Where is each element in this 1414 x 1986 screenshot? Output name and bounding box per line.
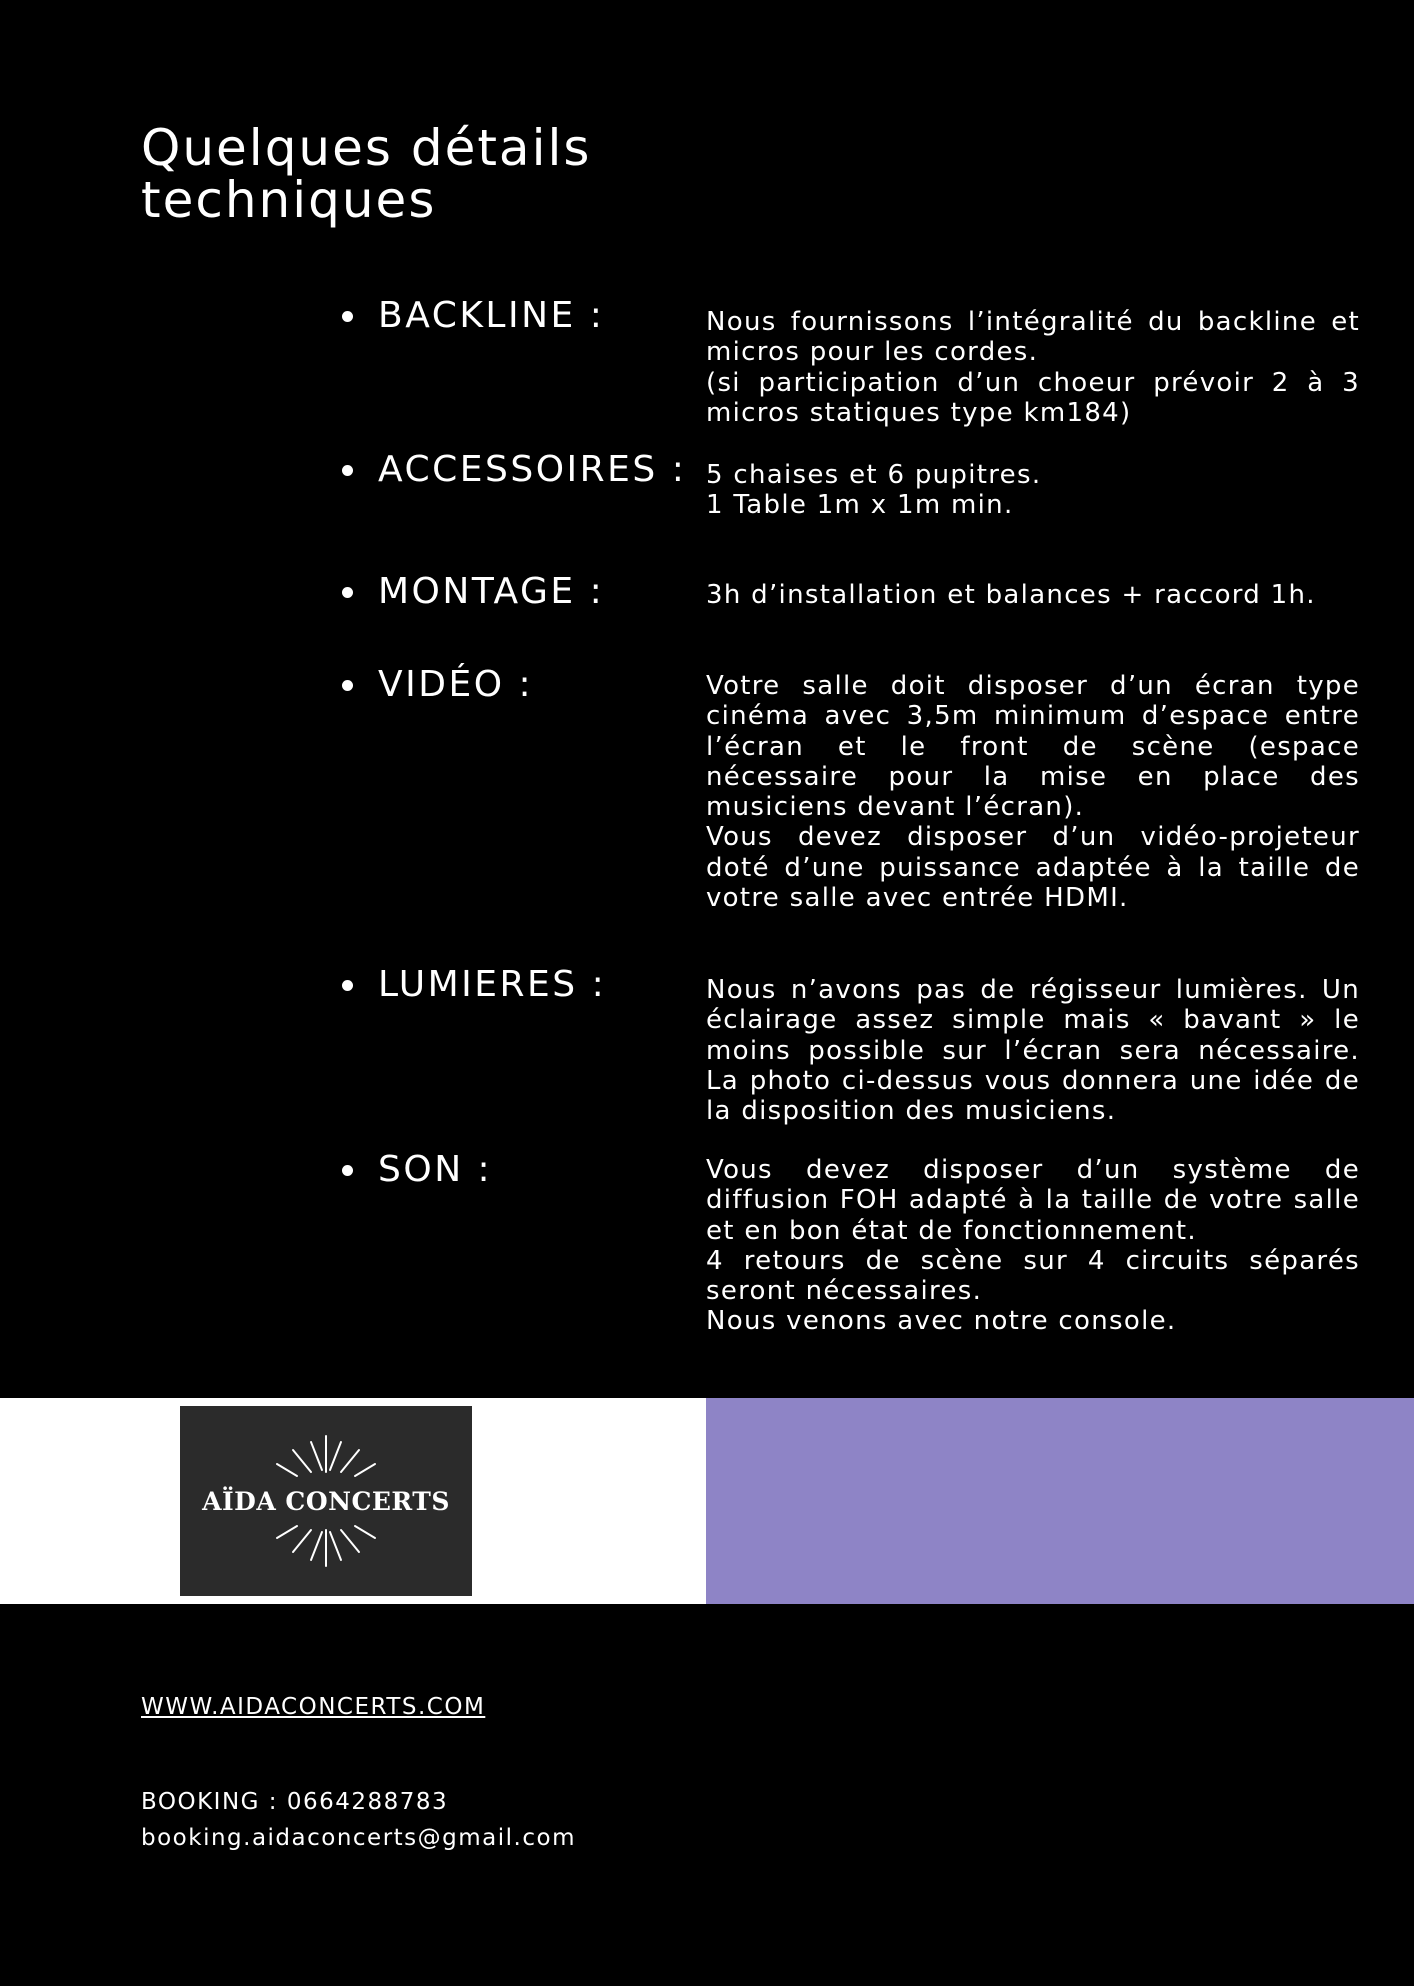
item-label: MONTAGE : bbox=[378, 571, 605, 612]
item-description bbox=[706, 975, 1360, 1126]
bullet-icon bbox=[342, 1165, 353, 1176]
description-paragraph: (si participation d’un choeur prévoir 2 à 3 micros statiques type km184) bbox=[706, 367, 1360, 428]
bullet-icon bbox=[342, 587, 353, 598]
description-paragraph: 4 retours de scène sur 4 circuits séparés seront nécessaires. bbox=[706, 1245, 1360, 1307]
item-label: VIDÉO : bbox=[378, 664, 534, 705]
description-paragraph: Nous venons avec notre console. bbox=[706, 1306, 1177, 1337]
item-description bbox=[706, 580, 1360, 610]
description-paragraph: Vous devez disposer d’un vidéo-projeteur doté d’une puissance adaptée à la taille de votre salle avec entrée HDMI. bbox=[706, 822, 1360, 914]
description-paragraph: 5 chaises et 6 pupitres. bbox=[706, 460, 1042, 490]
booking-phone: BOOKING : 0664288783 bbox=[141, 1789, 449, 1815]
bullet-icon bbox=[342, 311, 353, 322]
bullet-icon bbox=[342, 980, 353, 991]
item-label: SON : bbox=[378, 1149, 493, 1190]
page-title-line-1: Quelques détails bbox=[141, 119, 592, 177]
item-description bbox=[706, 307, 1360, 428]
website-link[interactable]: WWW.AIDACONCERTS.COM bbox=[141, 1694, 486, 1720]
item-label: LUMIERES : bbox=[378, 964, 607, 1005]
description-paragraph: Vous devez disposer d’un système de diffusion FOH adapté à la taille de votre salle et en bon état de fonctionnement. bbox=[706, 1155, 1360, 1246]
aida-concerts-logo bbox=[180, 1406, 472, 1596]
item-description bbox=[706, 460, 1360, 521]
description-paragraph: Nous n’avons pas de régisseur lumières. Un éclairage assez simple mais « bavant » le moins possible sur l’écran sera nécessaire. La photo ci-dessus vous donnera une idée de la disposition des musiciens. bbox=[706, 975, 1360, 1127]
bullet-icon bbox=[342, 465, 353, 476]
item-label: ACCESSOIRES : bbox=[378, 449, 687, 490]
page-title-line-2: techniques bbox=[141, 171, 437, 229]
item-label: BACKLINE : bbox=[378, 295, 605, 336]
item-description bbox=[706, 1155, 1360, 1337]
page-title bbox=[141, 119, 592, 229]
description-paragraph: 1 Table 1m x 1m min. bbox=[706, 490, 1014, 521]
bullet-icon bbox=[342, 680, 353, 691]
booking-email[interactable]: booking.aidaconcerts@gmail.com bbox=[141, 1825, 576, 1851]
item-description bbox=[706, 671, 1360, 913]
description-paragraph: 3h d’installation et balances + raccord 1h. bbox=[706, 580, 1316, 610]
footer-band-purple bbox=[706, 1398, 1414, 1604]
description-paragraph: Votre salle doit disposer d’un écran type cinéma avec 3,5m minimum d’espace entre l’écran et le front de scène (espace nécessaire pour la mise en place des musiciens devant l’écran). bbox=[706, 671, 1360, 823]
booking-contact bbox=[141, 1784, 576, 1856]
description-paragraph: Nous fournissons l’intégralité du backline et micros pour les cordes. bbox=[706, 307, 1360, 368]
logo-text: AÏDA CONCERTS bbox=[202, 1487, 450, 1516]
